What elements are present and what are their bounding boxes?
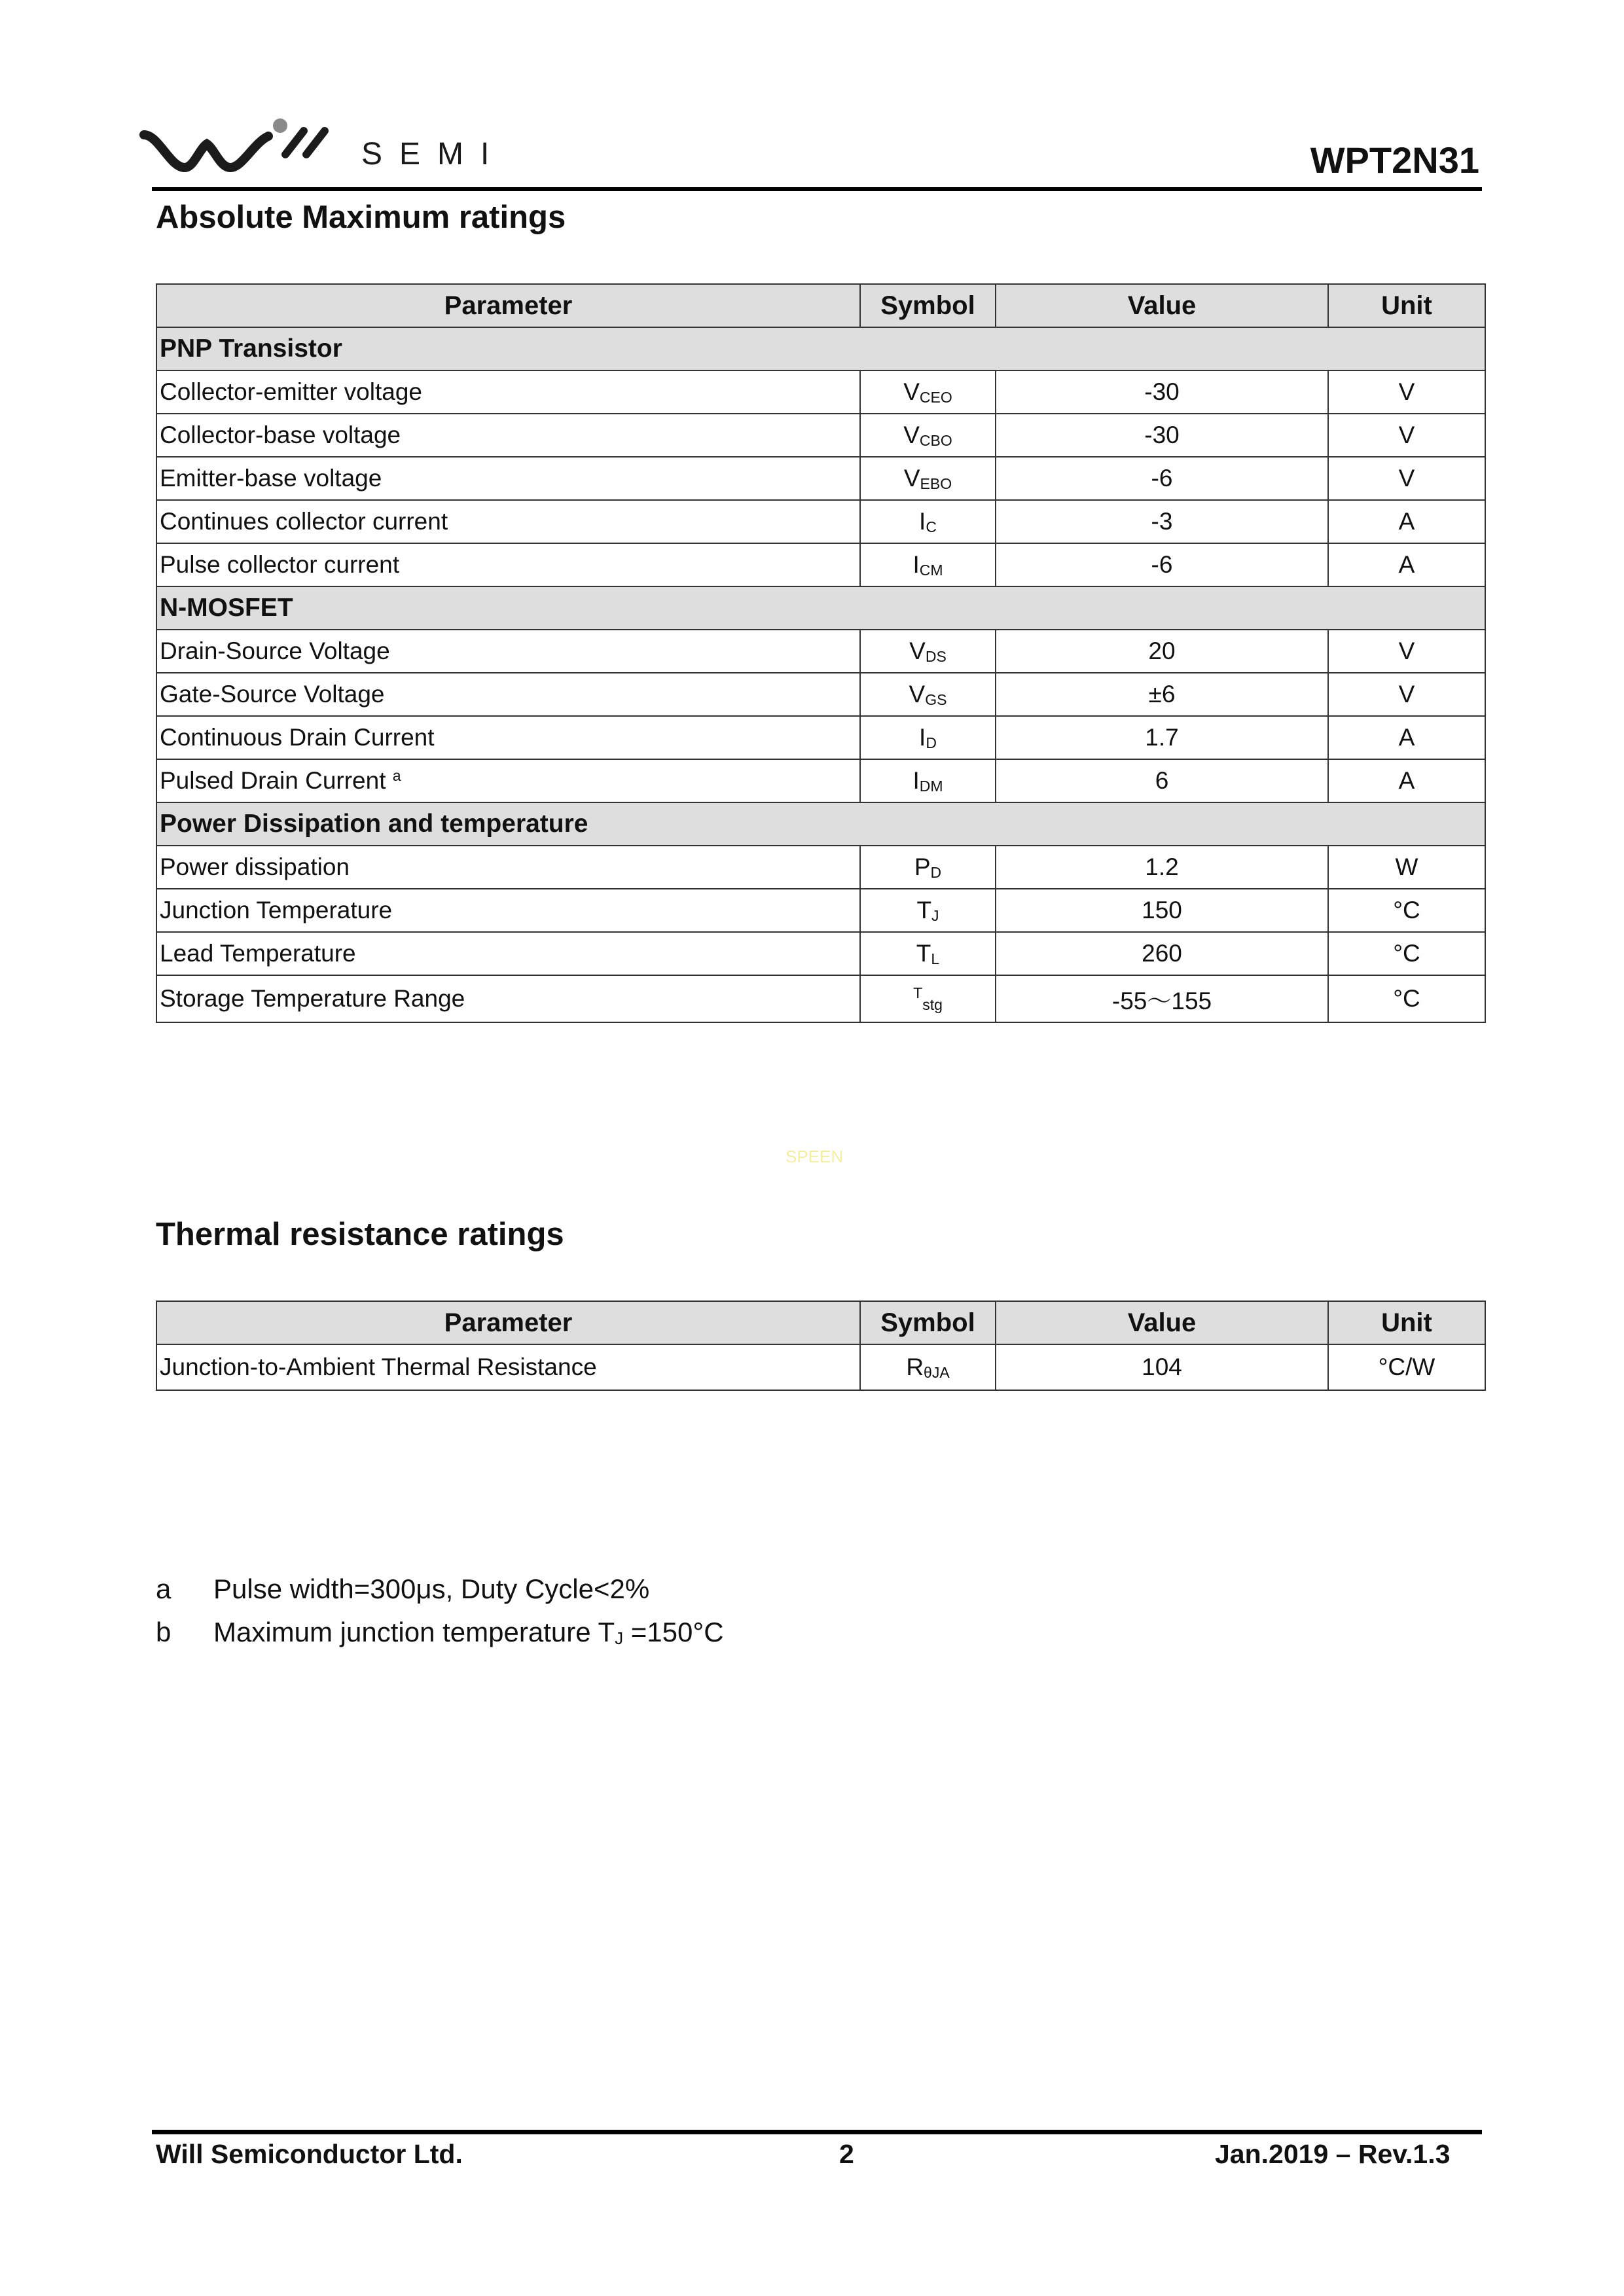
- param-cell: Continues collector current: [156, 500, 860, 543]
- value-cell: -6: [996, 457, 1328, 500]
- value-cell: 1.7: [996, 716, 1328, 759]
- col-header-unit: Unit: [1328, 284, 1485, 327]
- param-cell: Junction-to-Ambient Thermal Resistance: [156, 1344, 860, 1390]
- part-number: WPT2N31: [1310, 139, 1479, 181]
- table-row: [156, 846, 1485, 889]
- table-row: [156, 1344, 1485, 1390]
- page-header: [0, 0, 1624, 196]
- unit-cell: V: [1328, 370, 1485, 414]
- table-header-row: [156, 284, 1485, 327]
- param-cell: Pulsed Drain Current $^a$: [156, 759, 860, 802]
- footnote-ref-a: a: [392, 767, 401, 784]
- value-cell: 104: [996, 1344, 1328, 1390]
- footnote-a: [156, 1568, 724, 1611]
- unit-cell: °C: [1328, 975, 1485, 1022]
- symbol-cell: TJ: [860, 889, 996, 932]
- param-cell: Collector-base voltage: [156, 414, 860, 457]
- value-cell: -55～155: [996, 975, 1328, 1022]
- param-cell: Junction Temperature: [156, 889, 860, 932]
- value-cell: 150: [996, 889, 1328, 932]
- table-row: [156, 716, 1485, 759]
- value-cell: 20: [996, 630, 1328, 673]
- table-row: [156, 543, 1485, 586]
- absolute-max-title: Absolute Maximum ratings: [156, 200, 566, 235]
- footnote-mark: a: [156, 1573, 171, 1604]
- table-row: [156, 630, 1485, 673]
- table-row: [156, 975, 1485, 1022]
- unit-cell: A: [1328, 759, 1485, 802]
- thermal-table: [156, 1300, 1486, 1391]
- value-cell: -30: [996, 414, 1328, 457]
- value-cell: -6: [996, 543, 1328, 586]
- symbol-cell: TL: [860, 932, 996, 975]
- unit-cell: V: [1328, 414, 1485, 457]
- page-number: 2: [839, 2139, 854, 2169]
- value-cell: ±6: [996, 673, 1328, 716]
- table-row: [156, 500, 1485, 543]
- watermark: SPEEN: [785, 1147, 844, 1166]
- thermal-title: Thermal resistance ratings: [156, 1217, 564, 1252]
- unit-cell: W: [1328, 846, 1485, 889]
- unit-cell: V: [1328, 630, 1485, 673]
- symbol-cell: VEBO: [860, 457, 996, 500]
- col-header-unit: Unit: [1328, 1301, 1485, 1344]
- unit-cell: °C: [1328, 932, 1485, 975]
- symbol-cell: VCEO: [860, 370, 996, 414]
- footer-divider: [152, 2130, 1482, 2134]
- param-cell: Emitter-base voltage: [156, 457, 860, 500]
- col-header-symbol: Symbol: [860, 1301, 996, 1344]
- footer-revision: Jan.2019 – Rev.1.3: [1215, 2139, 1451, 2169]
- symbol-cell: PD: [860, 846, 996, 889]
- unit-cell: A: [1328, 716, 1485, 759]
- absolute-max-table: [156, 283, 1486, 1023]
- group-row-pnp: [156, 327, 1485, 370]
- table-row: [156, 414, 1485, 457]
- table-row: [156, 673, 1485, 716]
- table-row: [156, 759, 1485, 802]
- col-header-value: Value: [996, 1301, 1328, 1344]
- footnote-text: Pulse width=300μs, Duty Cycle<2%: [213, 1573, 650, 1604]
- table-row: [156, 932, 1485, 975]
- footnote-mark: b: [156, 1617, 171, 1647]
- col-header-parameter: Parameter: [156, 1301, 860, 1344]
- symbol-cell: RθJA: [860, 1344, 996, 1390]
- symbol-cell: IDM: [860, 759, 996, 802]
- unit-cell: V: [1328, 457, 1485, 500]
- param-cell: Collector-emitter voltage: [156, 370, 860, 414]
- table-row: [156, 370, 1485, 414]
- value-cell: 6: [996, 759, 1328, 802]
- table-row: [156, 457, 1485, 500]
- group-label: N-MOSFET: [156, 586, 1485, 630]
- value-cell: -30: [996, 370, 1328, 414]
- group-row-power: [156, 802, 1485, 846]
- col-header-value: Value: [996, 284, 1328, 327]
- param-cell: Continuous Drain Current: [156, 716, 860, 759]
- value-cell: 1.2: [996, 846, 1328, 889]
- unit-cell: A: [1328, 543, 1485, 586]
- table-row: [156, 889, 1485, 932]
- footnote-text: Maximum junction temperature TJ =150°C: [213, 1616, 724, 1648]
- footnotes: [156, 1568, 724, 1654]
- logo-text: SEMI: [361, 137, 507, 171]
- param-cell: Gate-Source Voltage: [156, 673, 860, 716]
- symbol-cell: VGS: [860, 673, 996, 716]
- param-cell: Storage Temperature Range: [156, 975, 860, 1022]
- symbol-cell: VDS: [860, 630, 996, 673]
- symbol-cell: $^T$stg: [860, 975, 996, 1022]
- company-logo: [139, 117, 518, 188]
- param-cell: Drain-Source Voltage: [156, 630, 860, 673]
- group-label: Power Dissipation and temperature: [156, 802, 1485, 846]
- value-cell: 260: [996, 932, 1328, 975]
- footnote-b: [156, 1611, 724, 1654]
- group-row-nmosfet: [156, 586, 1485, 630]
- col-header-symbol: Symbol: [860, 284, 996, 327]
- group-label: PNP Transistor: [156, 327, 1485, 370]
- symbol-cell: VCBO: [860, 414, 996, 457]
- param-cell: Pulse collector current: [156, 543, 860, 586]
- value-cell: -3: [996, 500, 1328, 543]
- unit-cell: A: [1328, 500, 1485, 543]
- will-logo-mark-icon: [139, 117, 335, 175]
- table-header-row: [156, 1301, 1485, 1344]
- symbol-cell: IC: [860, 500, 996, 543]
- header-divider: [152, 187, 1482, 191]
- param-cell: Lead Temperature: [156, 932, 860, 975]
- symbol-cell: ID: [860, 716, 996, 759]
- param-cell: Power dissipation: [156, 846, 860, 889]
- symbol-cell: ICM: [860, 543, 996, 586]
- footer-company: Will Semiconductor Ltd.: [156, 2139, 463, 2169]
- unit-cell: V: [1328, 673, 1485, 716]
- col-header-parameter: Parameter: [156, 284, 860, 327]
- unit-cell: °C/W: [1328, 1344, 1485, 1390]
- unit-cell: °C: [1328, 889, 1485, 932]
